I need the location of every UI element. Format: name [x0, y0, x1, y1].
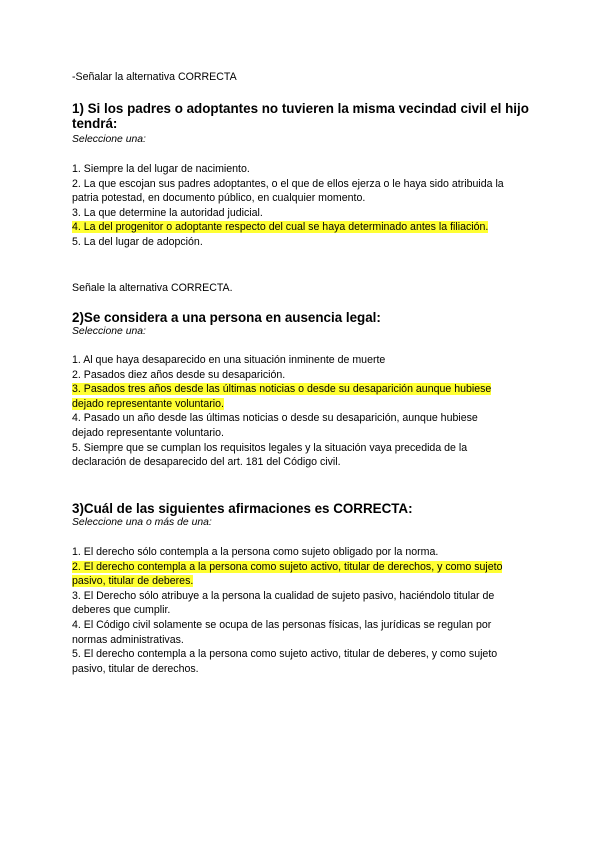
highlighted-answer: 2. El derecho contempla a la persona como sujeto activo, titular de derechos, y como sujeto — [72, 560, 503, 573]
q3-hint: Seleccione una o más de una: — [72, 517, 212, 528]
q1-options — [72, 162, 532, 250]
q1-option-2: 2. La que escojan sus padres adoptantes, o el que de ellos ejerza o le haya sido atribuida la patria potestad, en documento público, en cualquier momento. — [72, 177, 504, 205]
q2-intro: Señale la alternativa CORRECTA. — [72, 282, 233, 294]
q3-title — [72, 501, 542, 516]
q3-option-4: 4. El Código civil solamente se ocupa de las personas físicas, las jurídicas se regulan por normas administrativas. — [72, 618, 492, 646]
q3-options — [72, 545, 532, 676]
q1-title-line: 1) Si los padres o adoptantes no tuvieren la misma vecindad civil el hijo — [72, 101, 529, 116]
q1-option-3: 3. La que determine la autoridad judicial. — [72, 206, 263, 219]
q2-option-4: 4. Pasado un año desde las últimas noticias o desde su desaparición, aunque hubiese dejado representante voluntario. — [72, 412, 478, 439]
highlighted-answer: pasivo, titular de deberes. — [72, 575, 194, 588]
q1-option-1: 1. Siempre la del lugar de nacimiento. — [72, 163, 250, 175]
q2-title-line: 2)Se considera a una persona en ausencia legal: — [72, 310, 381, 325]
q3-option-3: 3. El Derecho sólo atribuye a la persona la cualidad de sujeto pasivo, haciéndolo titular de deberes que cumplir. — [72, 589, 495, 617]
q3-option-5: 5. El derecho contempla a la persona como sujeto activo, titular de deberes, y como sujeto pasivo, titular de derechos. — [72, 648, 498, 675]
q3-option-1: 1. El derecho sólo contempla a la persona como sujeto obligado por la norma. — [72, 546, 439, 558]
q3-option-2 — [72, 560, 532, 589]
q2-option-1: 1. Al que haya desaparecido en una situación inminente de muerte — [72, 354, 386, 366]
q2-option-3 — [72, 382, 532, 411]
q2-option-5: 5. Siempre que se cumplan los requisitos legales y la situación vaya precedida de la declaración de desaparecido del art. 181 del Código civil. — [72, 441, 468, 469]
highlighted-answer: 3. Pasados tres años desde las últimas noticias o desde su desaparición aunque hubiese — [72, 383, 492, 396]
q1-title-line: tendrá: — [72, 116, 118, 131]
q1-title — [72, 101, 542, 131]
q2-options — [72, 353, 532, 470]
q1-intro: -Señalar la alternativa CORRECTA — [72, 71, 237, 83]
q1-option-4 — [72, 220, 532, 235]
q1-option-5: 5. La del lugar de adopción. — [72, 235, 203, 248]
highlighted-answer: dejado representante voluntario. — [72, 397, 224, 410]
q2-option-2: 2. Pasados diez años desde su desaparición. — [72, 368, 286, 381]
q2-hint: Seleccione una: — [72, 326, 146, 337]
highlighted-answer: 4. La del progenitor o adoptante respecto del cual se haya determinado antes la filiación. — [72, 221, 489, 234]
q2-title — [72, 310, 542, 325]
q3-title-line: 3)Cuál de las siguientes afirmaciones es CORRECTA: — [72, 501, 413, 516]
q1-hint: Seleccione una: — [72, 134, 146, 145]
